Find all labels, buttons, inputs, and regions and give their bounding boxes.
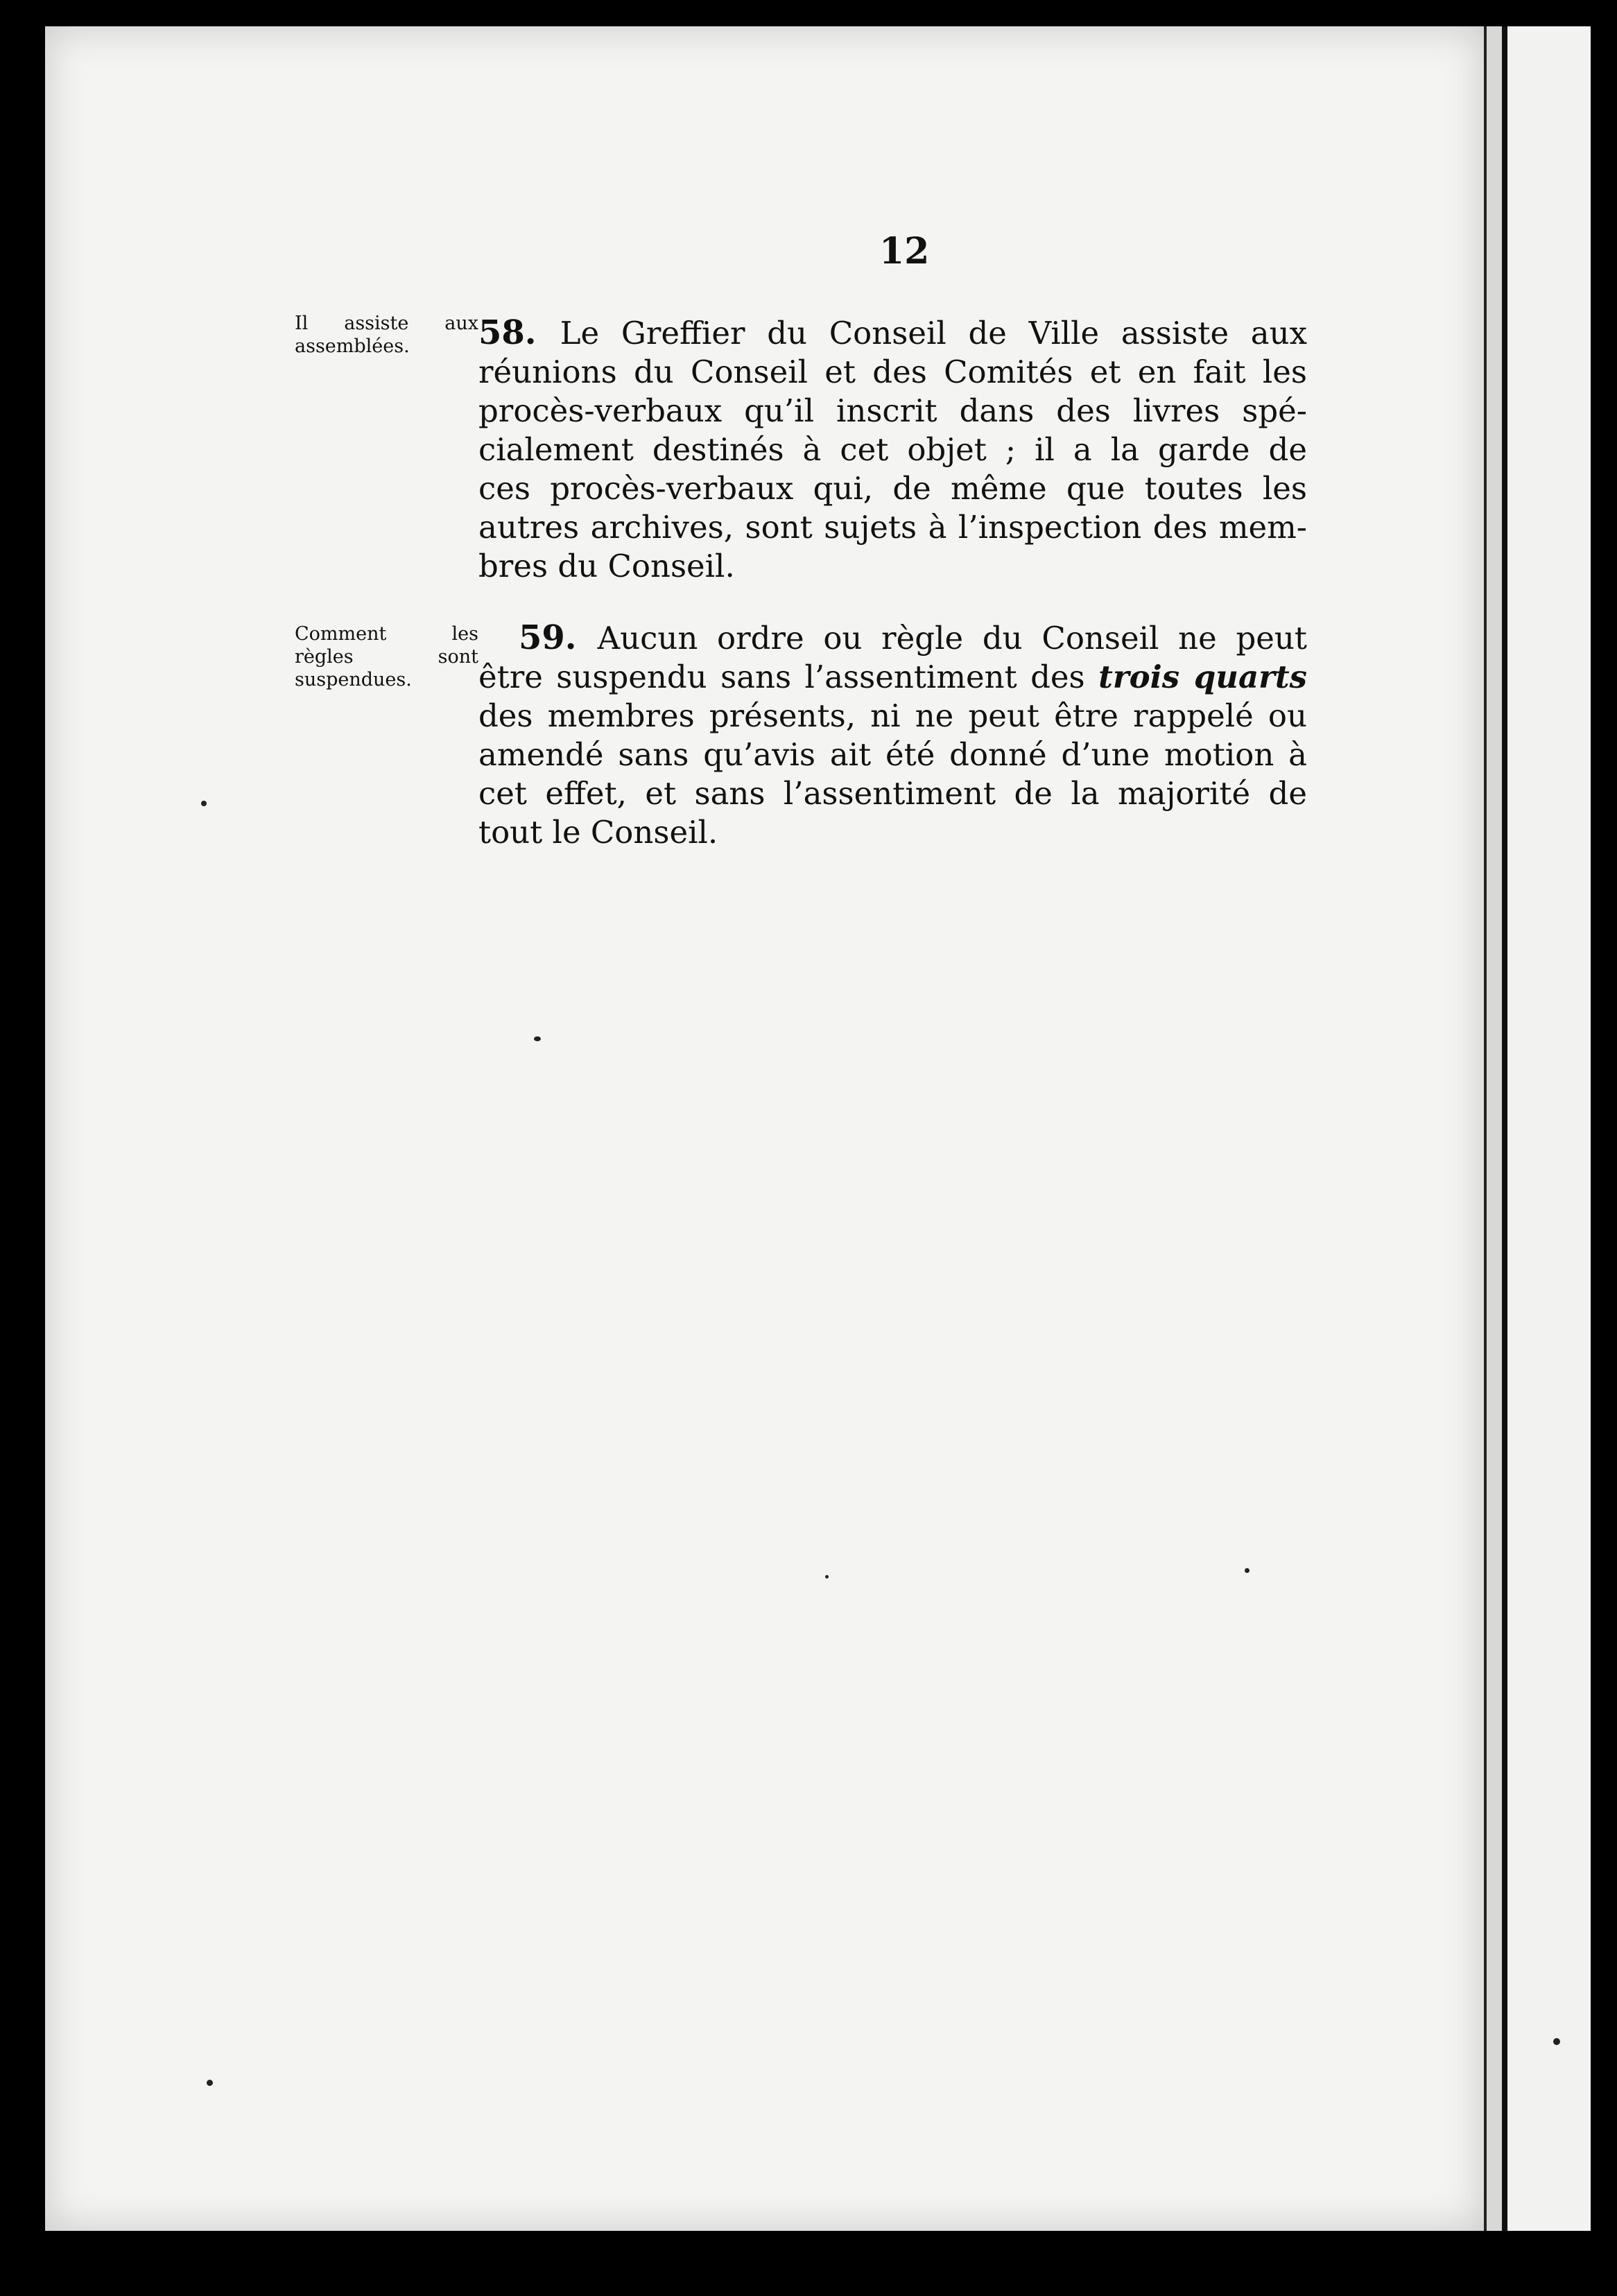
margin-note-line: Comment les — [295, 623, 478, 645]
article-number: 58 — [478, 313, 525, 352]
paragraph-59 — [478, 618, 1307, 852]
margin-note-59 — [295, 623, 478, 691]
scan-speck — [207, 2080, 213, 2086]
paragraph-line — [478, 658, 1307, 697]
paragraph-line: réunions du Conseil et des Comités et en fait les — [478, 354, 1307, 390]
next-page-edge — [1502, 26, 1591, 2231]
paragraph-line: ces procès-verbaux qui, de même que toutes les — [478, 470, 1307, 507]
scan-speck — [534, 1036, 541, 1041]
paragraph-line: 59. Aucun ordre ou règle du Conseil ne peut — [519, 618, 1307, 657]
scan-speck — [201, 801, 207, 806]
paragraph-line: des membres présents, ni ne peut être rappelé ou — [478, 697, 1307, 734]
paragraph-line-text: Le Greffier du Conseil de Ville assiste aux — [560, 315, 1307, 351]
article-number: 59 — [519, 618, 565, 657]
paragraph-line: procès-verbaux qu’il inscrit dans des livres spé- — [478, 392, 1307, 429]
paragraph-58 — [478, 313, 1307, 586]
book-spine — [1484, 26, 1502, 2231]
paragraph-line: 58. Le Greffier du Conseil de Ville assiste aux — [478, 313, 1307, 352]
paragraph-line: tout le Conseil. — [478, 814, 718, 851]
paragraph-line-text: Aucun ordre ou règle du Conseil ne peut — [597, 620, 1307, 656]
margin-note-58 — [295, 312, 478, 358]
paragraph-line: autres archives, sont sujets à l’inspection des mem- — [478, 509, 1307, 546]
margin-note-line: règles sont — [295, 646, 478, 668]
paragraph-line-text: être suspendu sans l’assentiment des — [478, 659, 1085, 695]
margin-note-line: suspendues. — [295, 669, 412, 690]
margin-note-line: assemblées. — [295, 336, 410, 357]
paragraph-line: cet effet, et sans l’assentiment de la majorité de — [478, 775, 1307, 812]
paragraph-line: bres du Conseil. — [478, 548, 735, 584]
scan-speck — [1245, 1568, 1250, 1573]
paragraph-line: cialement destinés à cet objet ; il a la garde de — [478, 431, 1307, 468]
scan-speck — [825, 1575, 829, 1578]
margin-note-line: Il assiste aux — [295, 313, 478, 334]
paragraph-line: amendé sans qu’avis ait été donné d’une motion à — [478, 736, 1307, 773]
scan-speck — [1553, 2038, 1560, 2045]
emphasis-text: trois quarts — [1098, 659, 1307, 695]
page-number: 12 — [879, 230, 930, 272]
